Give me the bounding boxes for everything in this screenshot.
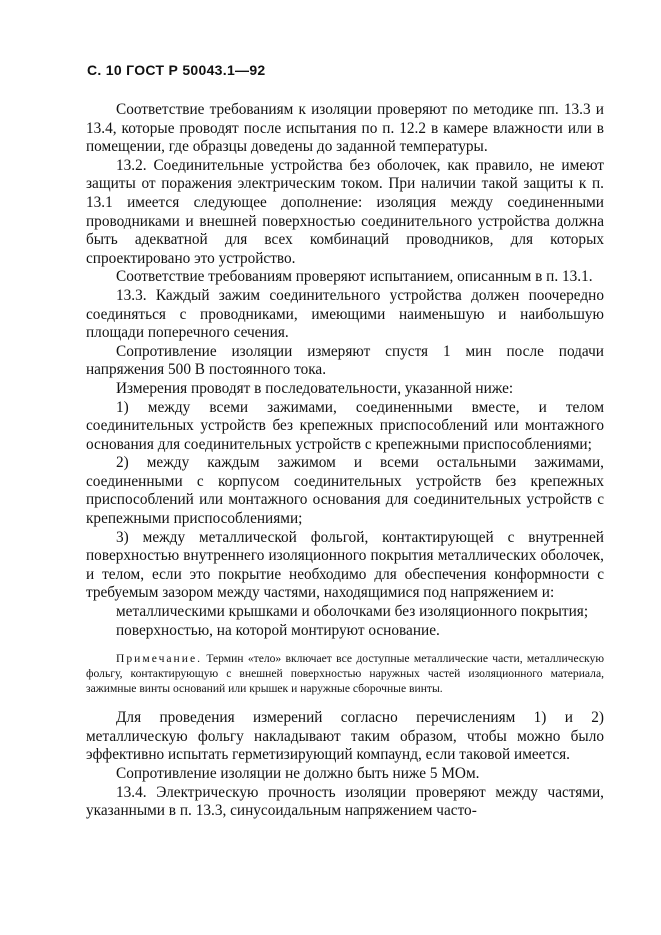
list-item-3: 3) между металлической фольгой, контактирующей с внутренней поверхностью внутреннего изоляционного покрытия металлических оболочек, и телом, если это покрытие необходимо для обеспечения конформности с требуемым зазором между частями, находящимися под напряжением и: bbox=[86, 528, 604, 602]
paragraph-min-resistance: Сопротивление изоляции не должно быть ниже 5 МОм. bbox=[116, 765, 480, 782]
paragraph-13-3: 13.3. Каждый зажим соединительного устройства должен поочередно соединяться с проводниками, имеющими наименьшую и наибольшую площади поперечного сечения. bbox=[86, 286, 604, 342]
note-block bbox=[86, 651, 604, 696]
list-subitem-covers: металлическими крышками и оболочками без изоляционного покрытия; bbox=[116, 603, 589, 621]
note-text: Термин «тело» включает все доступные металлические части, металлическую фольгу, контактирующую с внешней поверхностью наружных частей изоляционного материала, зажимные винты оснований или крышек и наружные сборочные винты. bbox=[86, 652, 604, 696]
page-header: С. 10 ГОСТ Р 50043.1—92 bbox=[87, 62, 266, 78]
paragraph-13-2: 13.2. Соединительные устройства без оболочек, как правило, не имеют защиты от поражения электрическим током. При наличии такой защиты к п. 13.1 имеется следующее дополнение: изоляция между соединенными проводниками и внешней поверхностью соединительного устройства должна быть адекватной для всех комбинаций проводников, для которых спроектировано это устройство. bbox=[86, 156, 604, 267]
paragraph-compliance-check: Соответствие требованиям к изоляции проверяют по методике пп. 13.3 и 13.4, которые проводят после испытания по п. 12.2 в камере влажности или в помещении, где образцы доведены до заданной температуры. bbox=[86, 101, 604, 156]
note-label: Примечание. bbox=[116, 652, 202, 666]
list-subitem-surface: поверхностью, на которой монтируют основание. bbox=[116, 621, 440, 639]
paragraph-foil-application: Для проведения измерений согласно перечислениям 1) и 2) металлическую фольгу накладывают таким образом, чтобы можно было эффективно испытать герметизирующий компаунд, если таковой имеется. bbox=[86, 709, 604, 764]
paragraph-compliance-test: Соответствие требованиям проверяют испытанием, описанным в п. 13.1. bbox=[116, 268, 593, 286]
paragraph-13-4: 13.4. Электрическую прочность изоляции проверяют между частями, указанными в п. 13.3, синусоидальным напряжением часто- bbox=[86, 783, 604, 820]
list-item-1: 1) между всеми зажимами, соединенными вместе, и телом соединительных устройств без крепежных приспособлений или монтажного основания для соединительных устройств с крепежными приспособлениями; bbox=[86, 398, 604, 453]
document-body bbox=[86, 101, 604, 821]
list-item-2: 2) между каждым зажимом и всеми остальными зажимами, соединенными с корпусом соединительных устройств без крепежных приспособлений или монтажного основания для соединительных устройств с крепежными приспособлениями; bbox=[86, 454, 604, 528]
paragraph-insulation-resistance: Сопротивление изоляции измеряют спустя 1 мин после подачи напряжения 500 В постоянного тока. bbox=[86, 342, 604, 379]
paragraph-measurement-sequence: Измерения проводят в последовательности, указанной ниже: bbox=[116, 379, 514, 397]
